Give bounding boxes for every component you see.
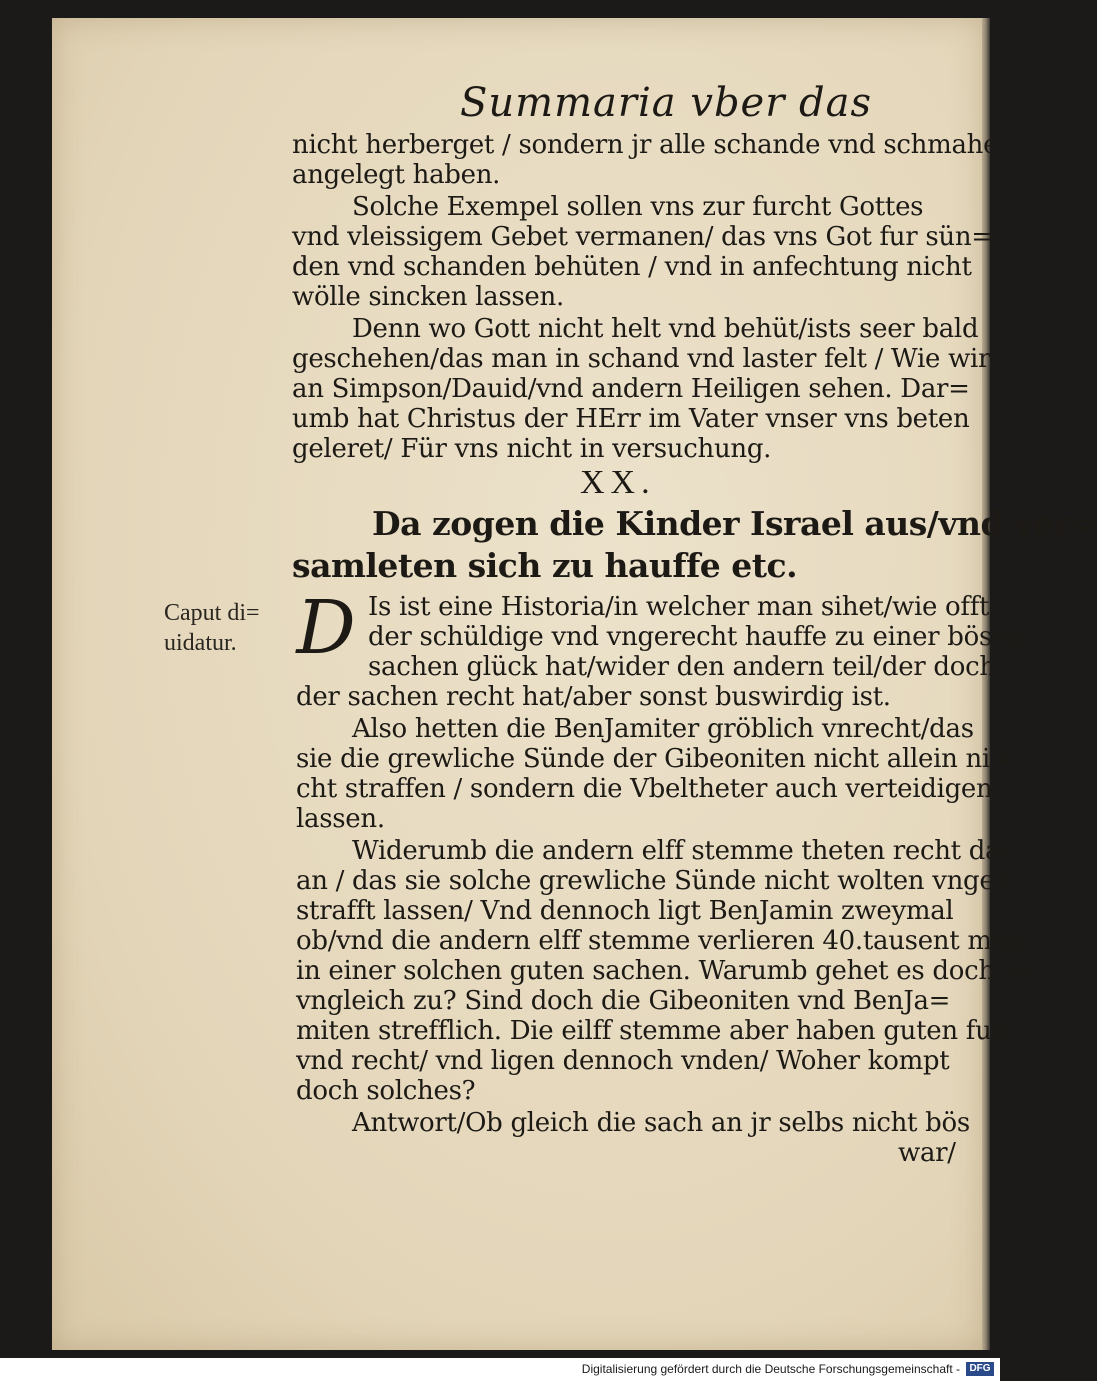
text-line: nicht herberget / sondern jr alle schande vnd schmahe	[292, 130, 999, 160]
text-line: den vnd schanden behüten / vnd in anfechtung nicht	[292, 252, 972, 282]
text-line: der sachen recht hat/aber sonst buswirdig ist.	[296, 682, 891, 712]
text-line: Widerumb die andern elff stemme theten recht dar	[352, 836, 1013, 866]
text-line: vnd vleissigem Gebet vermanen/ das vns Got fur sün=	[292, 222, 993, 252]
text-line: Denn wo Gott nicht helt vnd behüt/ists seer bald	[352, 314, 979, 344]
text-line: ob/vnd die andern elff stemme verlieren 40.tausent man	[296, 926, 1024, 956]
funding-credit: Digitalisierung gefördert durch die Deutsche Forschungsgemeinschaft -	[581, 1362, 960, 1376]
text-line: Is ist eine Historia/in welcher man sihet/wie offt	[368, 592, 990, 622]
dfg-logo: DFG	[966, 1362, 994, 1376]
text-line: miten strefflich. Die eilff stemme aber haben guten fug	[296, 1016, 1008, 1046]
text-line: angelegt haben.	[292, 160, 501, 190]
text-line: strafft lassen/ Vnd dennoch ligt BenJamin zweymal	[296, 896, 954, 926]
catchword: war/	[898, 1138, 956, 1168]
page-edge	[982, 18, 990, 1350]
footer-bar	[0, 1358, 1000, 1381]
text-line: an Simpson/Dauid/vnd andern Heiligen sehen. Dar=	[292, 374, 970, 404]
text-line: der schüldige vnd vngerecht hauffe zu einer bösen	[368, 622, 1024, 652]
text-line: geschehen/das man in schand vnd laster felt / Wie wir	[292, 344, 991, 374]
chapter-heading: Da zogen die Kinder Israel aus/vnd ver=	[372, 504, 1097, 543]
text-line: Also hetten die BenJamiter gröblich vnrecht/das	[352, 714, 974, 744]
text-line: geleret/ Für vns nicht in versuchung.	[292, 434, 772, 464]
running-title: Summaria vber das	[460, 80, 873, 126]
margin-note: Caput di=	[164, 600, 260, 626]
chapter-number: XX.	[580, 464, 656, 501]
text-line: an / das sie solche grewliche Sünde nicht wolten vnge=	[296, 866, 1016, 896]
margin-note: uidatur.	[164, 630, 237, 656]
text-line: lassen.	[296, 804, 385, 834]
text-line: Solche Exempel sollen vns zur furcht Gottes	[352, 192, 924, 222]
text-line: doch solches?	[296, 1076, 476, 1106]
text-line: Antwort/Ob gleich die sach an jr selbs nicht bös	[352, 1108, 970, 1138]
text-line: wölle sincken lassen.	[292, 282, 564, 312]
decorated-initial: D	[296, 585, 356, 671]
text-line: cht straffen / sondern die Vbeltheter auch verteidigen	[296, 774, 993, 804]
text-line: sie die grewliche Sünde der Gibeoniten nicht allein ni=	[296, 744, 1012, 774]
chapter-heading: samleten sich zu hauffe etc.	[292, 546, 798, 585]
text-line: vngleich zu? Sind doch die Gibeoniten vnd BenJa=	[296, 986, 951, 1016]
text-line: umb hat Christus der HErr im Vater vnser vns beten	[292, 404, 970, 434]
text-line: vnd recht/ vnd ligen dennoch vnden/ Woher kompt	[296, 1046, 950, 1076]
text-line: sachen glück hat/wider den andern teil/der doch	[368, 652, 996, 682]
text-line: in einer solchen guten sachen. Warumb gehet es doch so	[296, 956, 1032, 986]
